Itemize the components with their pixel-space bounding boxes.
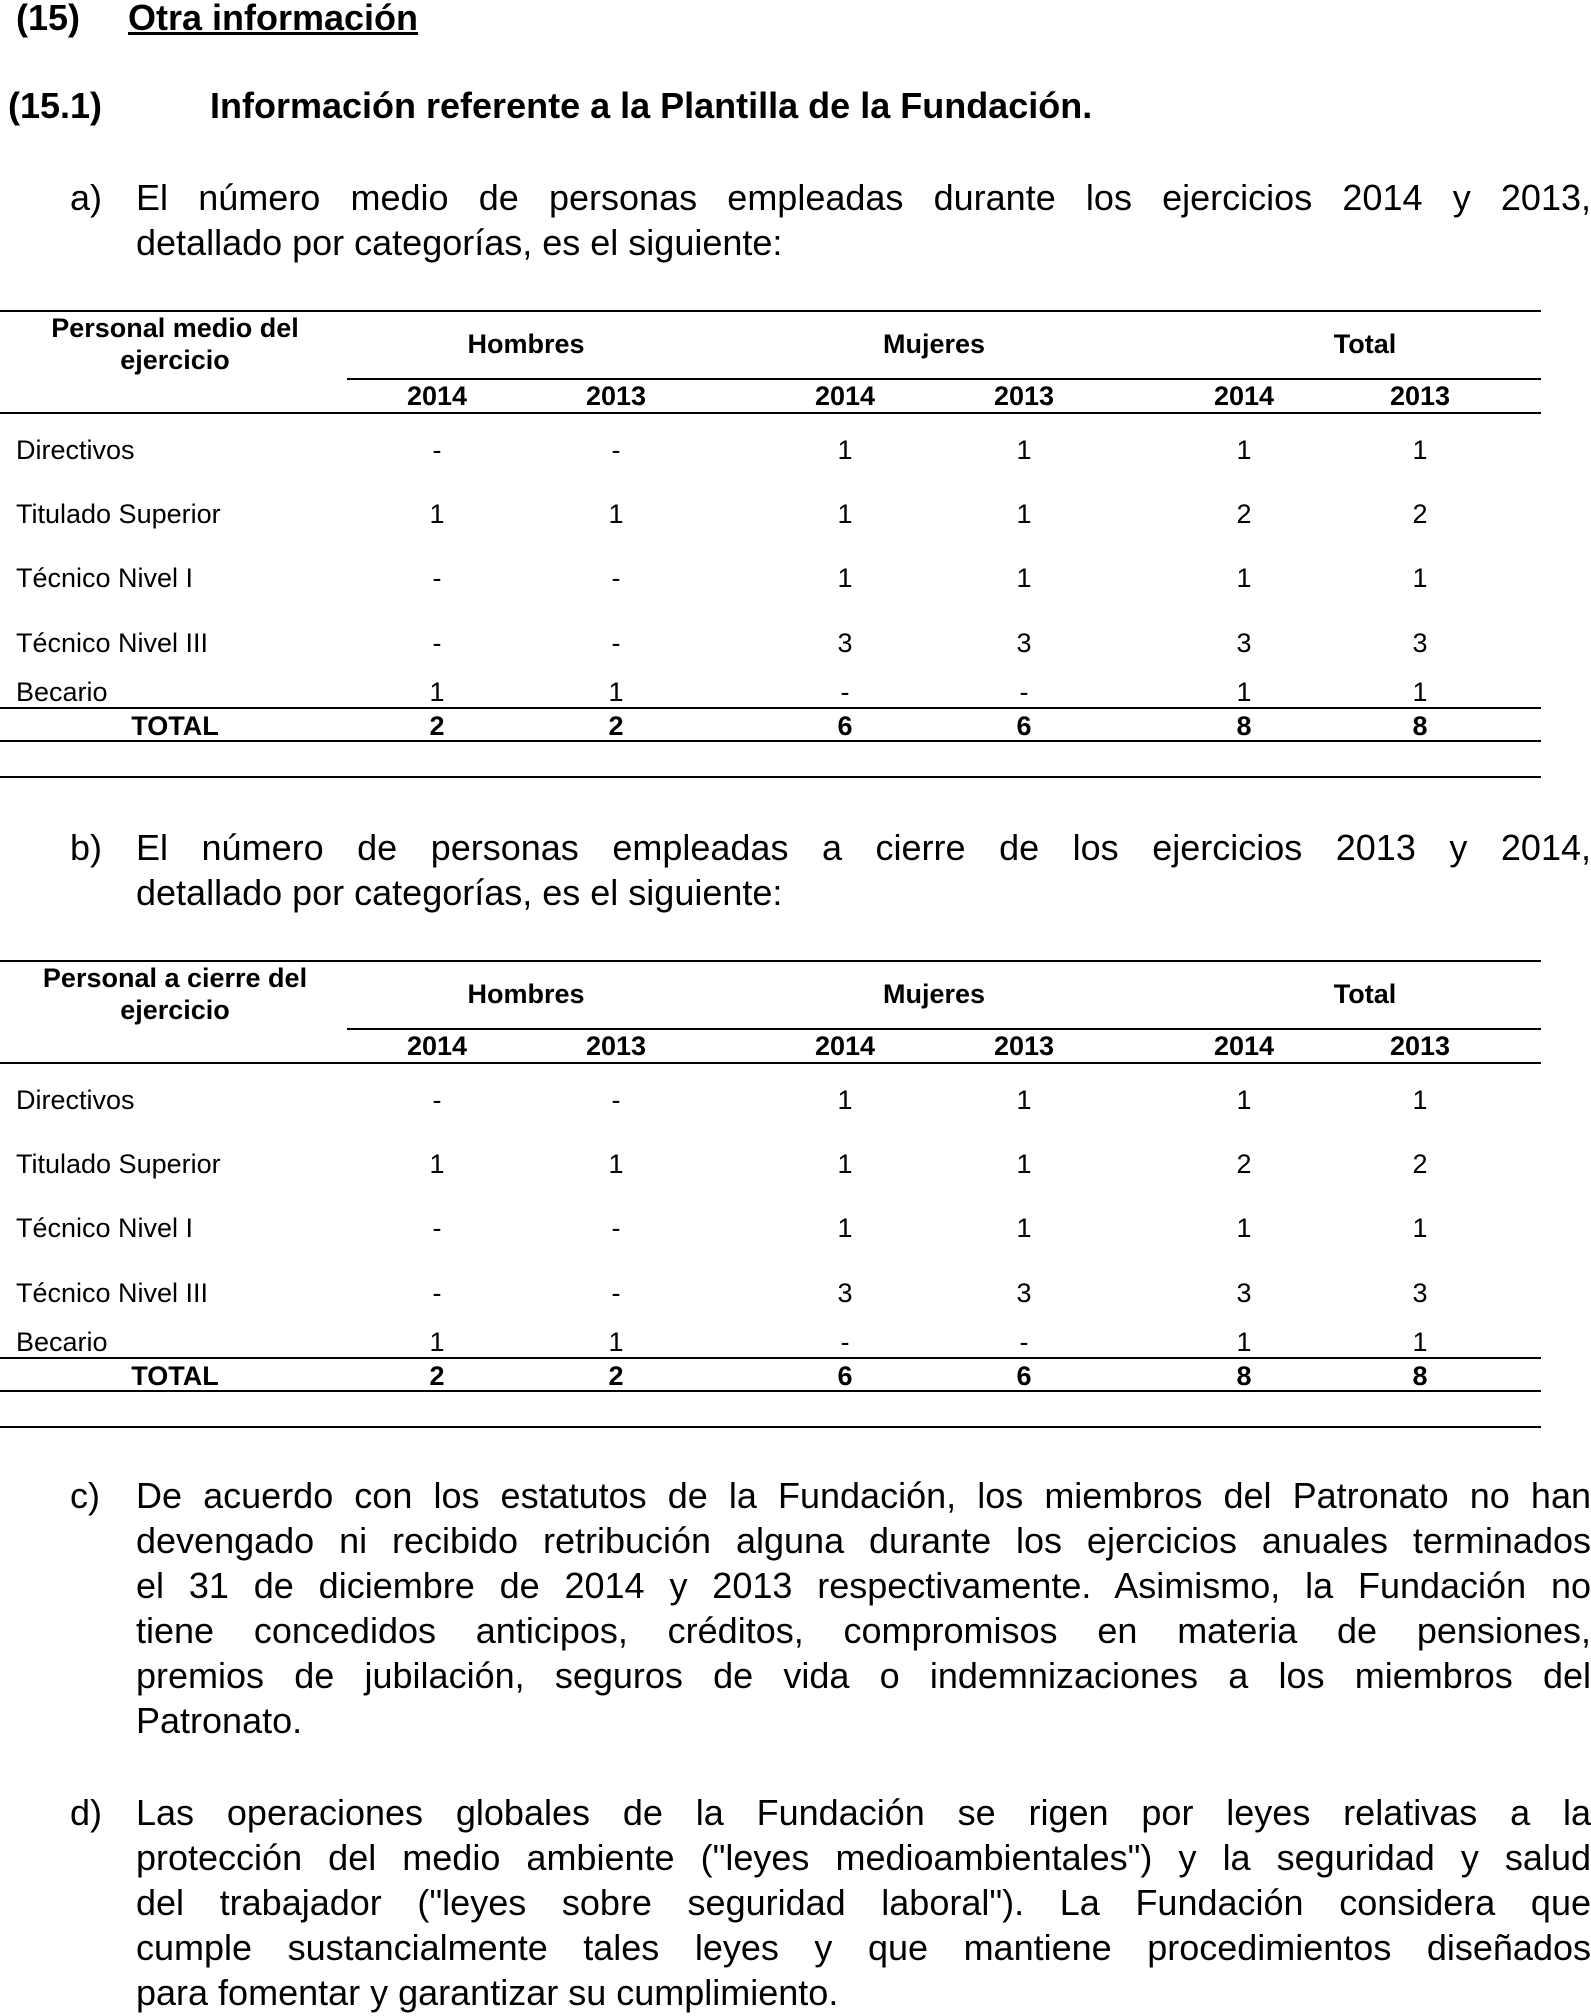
row-label: Técnico Nivel I (16, 563, 194, 593)
row-label: Becario (16, 677, 108, 707)
total-cell: 2 (429, 1361, 445, 1391)
group-header: Mujeres (882, 329, 986, 359)
table-cell: 1 (837, 435, 853, 465)
para-d-line: cumple sustancialmente tales leyes y que mantiene procedimientos diseñados (136, 1927, 1591, 1968)
table-cell: 1 (1016, 563, 1032, 593)
para-c-line: tiene concedidos anticipos, créditos, compromisos en materia de pensiones, (136, 1610, 1591, 1651)
table-cell: 1 (837, 563, 853, 593)
table-cell: 3 (1016, 628, 1032, 658)
year-header: 2014 (814, 1031, 876, 1061)
table-cell: 1 (1412, 563, 1428, 593)
total-label: TOTAL (131, 1361, 219, 1391)
table-rule (347, 378, 1541, 380)
group-header: Hombres (467, 329, 585, 359)
table-cell: 3 (1236, 1278, 1252, 1308)
table-cell: 1 (1412, 1213, 1428, 1243)
table-cell: - (840, 677, 850, 707)
para-b-marker: b) (70, 827, 103, 868)
category-header: Personal a cierre del (42, 963, 308, 993)
table-cell: - (611, 563, 621, 593)
table-cell: 2 (1236, 1149, 1252, 1179)
para-b-line: El número de personas empleadas a cierre de los ejercicios 2013 y 2014, (136, 827, 1591, 868)
table-cell: - (611, 628, 621, 658)
row-label: Becario (16, 1327, 108, 1357)
total-cell: 6 (837, 711, 853, 741)
table-cell: 1 (608, 499, 624, 529)
table-cell: 1 (1016, 1085, 1032, 1115)
para-d-line: del trabajador ("leyes sobre seguridad laboral"). La Fundación considera que (136, 1882, 1591, 1923)
total-cell: 8 (1412, 711, 1428, 741)
year-header: 2014 (814, 381, 876, 411)
category-header: ejercicio (120, 995, 230, 1025)
table-cell: 1 (429, 1327, 445, 1357)
table-cell: 1 (429, 677, 445, 707)
table-cell: 3 (1236, 628, 1252, 658)
table-cell: 1 (1412, 435, 1428, 465)
group-header: Hombres (467, 979, 585, 1009)
para-d-line: para fomentar y garantizar su cumplimiento. (136, 1972, 839, 2013)
table-cell: - (432, 563, 442, 593)
table-cell: - (432, 435, 442, 465)
total-label: TOTAL (131, 711, 219, 741)
table-cell: 1 (608, 1149, 624, 1179)
para-d-marker: d) (70, 1792, 103, 1833)
group-header: Mujeres (882, 979, 986, 1009)
para-b-line: detallado por categorías, es el siguiente: (136, 872, 783, 913)
para-a-marker: a) (70, 177, 103, 218)
table-cell: 1 (608, 677, 624, 707)
table-cell: 1 (837, 1213, 853, 1243)
para-a-line: El número medio de personas empleadas durante los ejercicios 2014 y 2013, (136, 177, 1591, 218)
para-a (136, 175, 1591, 265)
table-cell: - (432, 1085, 442, 1115)
section-number: (15) (16, 0, 81, 38)
table-cell: - (611, 1213, 621, 1243)
year-header: 2014 (406, 1031, 468, 1061)
table-cell: - (432, 628, 442, 658)
table-cell: 3 (1412, 628, 1428, 658)
table-rule (0, 1357, 1541, 1359)
table-cell: 1 (1016, 435, 1032, 465)
total-cell: 8 (1236, 1361, 1252, 1391)
total-cell: 2 (608, 711, 624, 741)
total-cell: 6 (837, 1361, 853, 1391)
year-header: 2014 (1213, 1031, 1275, 1061)
table-cell: 1 (1236, 563, 1252, 593)
row-label: Directivos (16, 435, 135, 465)
table-cell: 1 (429, 1149, 445, 1179)
table-cell: - (1019, 677, 1029, 707)
table-cell: 1 (1236, 677, 1252, 707)
table-cell: 1 (837, 1149, 853, 1179)
year-header: 2013 (585, 381, 647, 411)
category-header: Personal medio del (51, 313, 299, 343)
table-cell: 2 (1412, 1149, 1428, 1179)
total-cell: 2 (429, 711, 445, 741)
table-cell: - (1019, 1327, 1029, 1357)
para-d-line: protección del medio ambiente ("leyes medioambientales") y la seguridad y salud (136, 1837, 1591, 1878)
subsection-number: (15.1) (8, 85, 103, 126)
table-cell: 1 (1236, 435, 1252, 465)
table-cell: 1 (1016, 499, 1032, 529)
table-cell: - (432, 1278, 442, 1308)
table-cell: - (611, 435, 621, 465)
table-rule (0, 707, 1541, 709)
para-c-line: De acuerdo con los estatutos de la Fundación, los miembros del Patronato no han (136, 1475, 1591, 1516)
table-rule (0, 1390, 1541, 1392)
table-cell: 1 (1412, 677, 1428, 707)
table-cell: 2 (1236, 499, 1252, 529)
table-rule (0, 776, 1541, 778)
table-cell: 3 (1016, 1278, 1032, 1308)
table-cell: - (611, 1278, 621, 1308)
table-average-staff (0, 310, 1541, 780)
table-cell: 1 (1016, 1213, 1032, 1243)
group-header: Total (1333, 329, 1397, 359)
year-header: 2013 (1389, 381, 1451, 411)
section-title: Otra información (128, 0, 419, 38)
para-c-line: Patronato. (136, 1700, 303, 1741)
table-rule (0, 1062, 1541, 1064)
row-label: Directivos (16, 1085, 135, 1115)
table-rule (347, 1028, 1541, 1030)
year-header: 2013 (1389, 1031, 1451, 1061)
year-header: 2013 (585, 1031, 647, 1061)
table-cell: - (840, 1327, 850, 1357)
para-d (136, 1790, 1591, 2015)
para-c-line: el 31 de diciembre de 2014 y 2013 respectivamente. Asimismo, la Fundación no (136, 1565, 1591, 1606)
total-cell: 6 (1016, 1361, 1032, 1391)
total-cell: 2 (608, 1361, 624, 1391)
para-c-line: premios de jubilación, seguros de vida o indemnizaciones a los miembros del (136, 1655, 1591, 1696)
table-cell: 3 (837, 628, 853, 658)
para-a-line: detallado por categorías, es el siguiente: (136, 222, 783, 263)
row-label: Técnico Nivel III (16, 628, 209, 658)
row-label: Titulado Superior (16, 1149, 221, 1179)
table-cell: 1 (608, 1327, 624, 1357)
total-cell: 8 (1412, 1361, 1428, 1391)
group-header: Total (1333, 979, 1397, 1009)
table-cell: 1 (1236, 1327, 1252, 1357)
para-c-marker: c) (70, 1475, 100, 1516)
year-header: 2014 (1213, 381, 1275, 411)
table-cell: - (611, 1085, 621, 1115)
table-cell: 1 (837, 1085, 853, 1115)
table-closing-staff (0, 960, 1541, 1430)
row-label: Técnico Nivel I (16, 1213, 194, 1243)
table-cell: 1 (429, 499, 445, 529)
total-cell: 8 (1236, 711, 1252, 741)
table-rule (0, 412, 1541, 414)
para-c-line: devengado ni recibido retribución alguna durante los ejercicios anuales terminados (136, 1520, 1591, 1561)
table-cell: - (432, 1213, 442, 1243)
para-d-line: Las operaciones globales de la Fundación se rigen por leyes relativas a la (136, 1792, 1591, 1833)
category-header: ejercicio (120, 345, 230, 375)
table-rule (0, 740, 1541, 742)
table-cell: 1 (1412, 1085, 1428, 1115)
total-cell: 6 (1016, 711, 1032, 741)
para-b (136, 825, 1591, 915)
para-c (136, 1473, 1591, 1743)
table-cell: 1 (1236, 1085, 1252, 1115)
row-label: Técnico Nivel III (16, 1278, 209, 1308)
row-label: Titulado Superior (16, 499, 221, 529)
table-cell: 1 (1016, 1149, 1032, 1179)
table-cell: 1 (837, 499, 853, 529)
year-header: 2013 (993, 381, 1055, 411)
table-cell: 1 (1236, 1213, 1252, 1243)
section-heading (0, 0, 600, 40)
table-rule (0, 1426, 1541, 1428)
table-cell: 1 (1412, 1327, 1428, 1357)
table-cell: 2 (1412, 499, 1428, 529)
year-header: 2014 (406, 381, 468, 411)
year-header: 2013 (993, 1031, 1055, 1061)
table-cell: 3 (1412, 1278, 1428, 1308)
subsection-title: Información referente a la Plantilla de la Fundación. (210, 85, 1093, 126)
table-cell: 3 (837, 1278, 853, 1308)
